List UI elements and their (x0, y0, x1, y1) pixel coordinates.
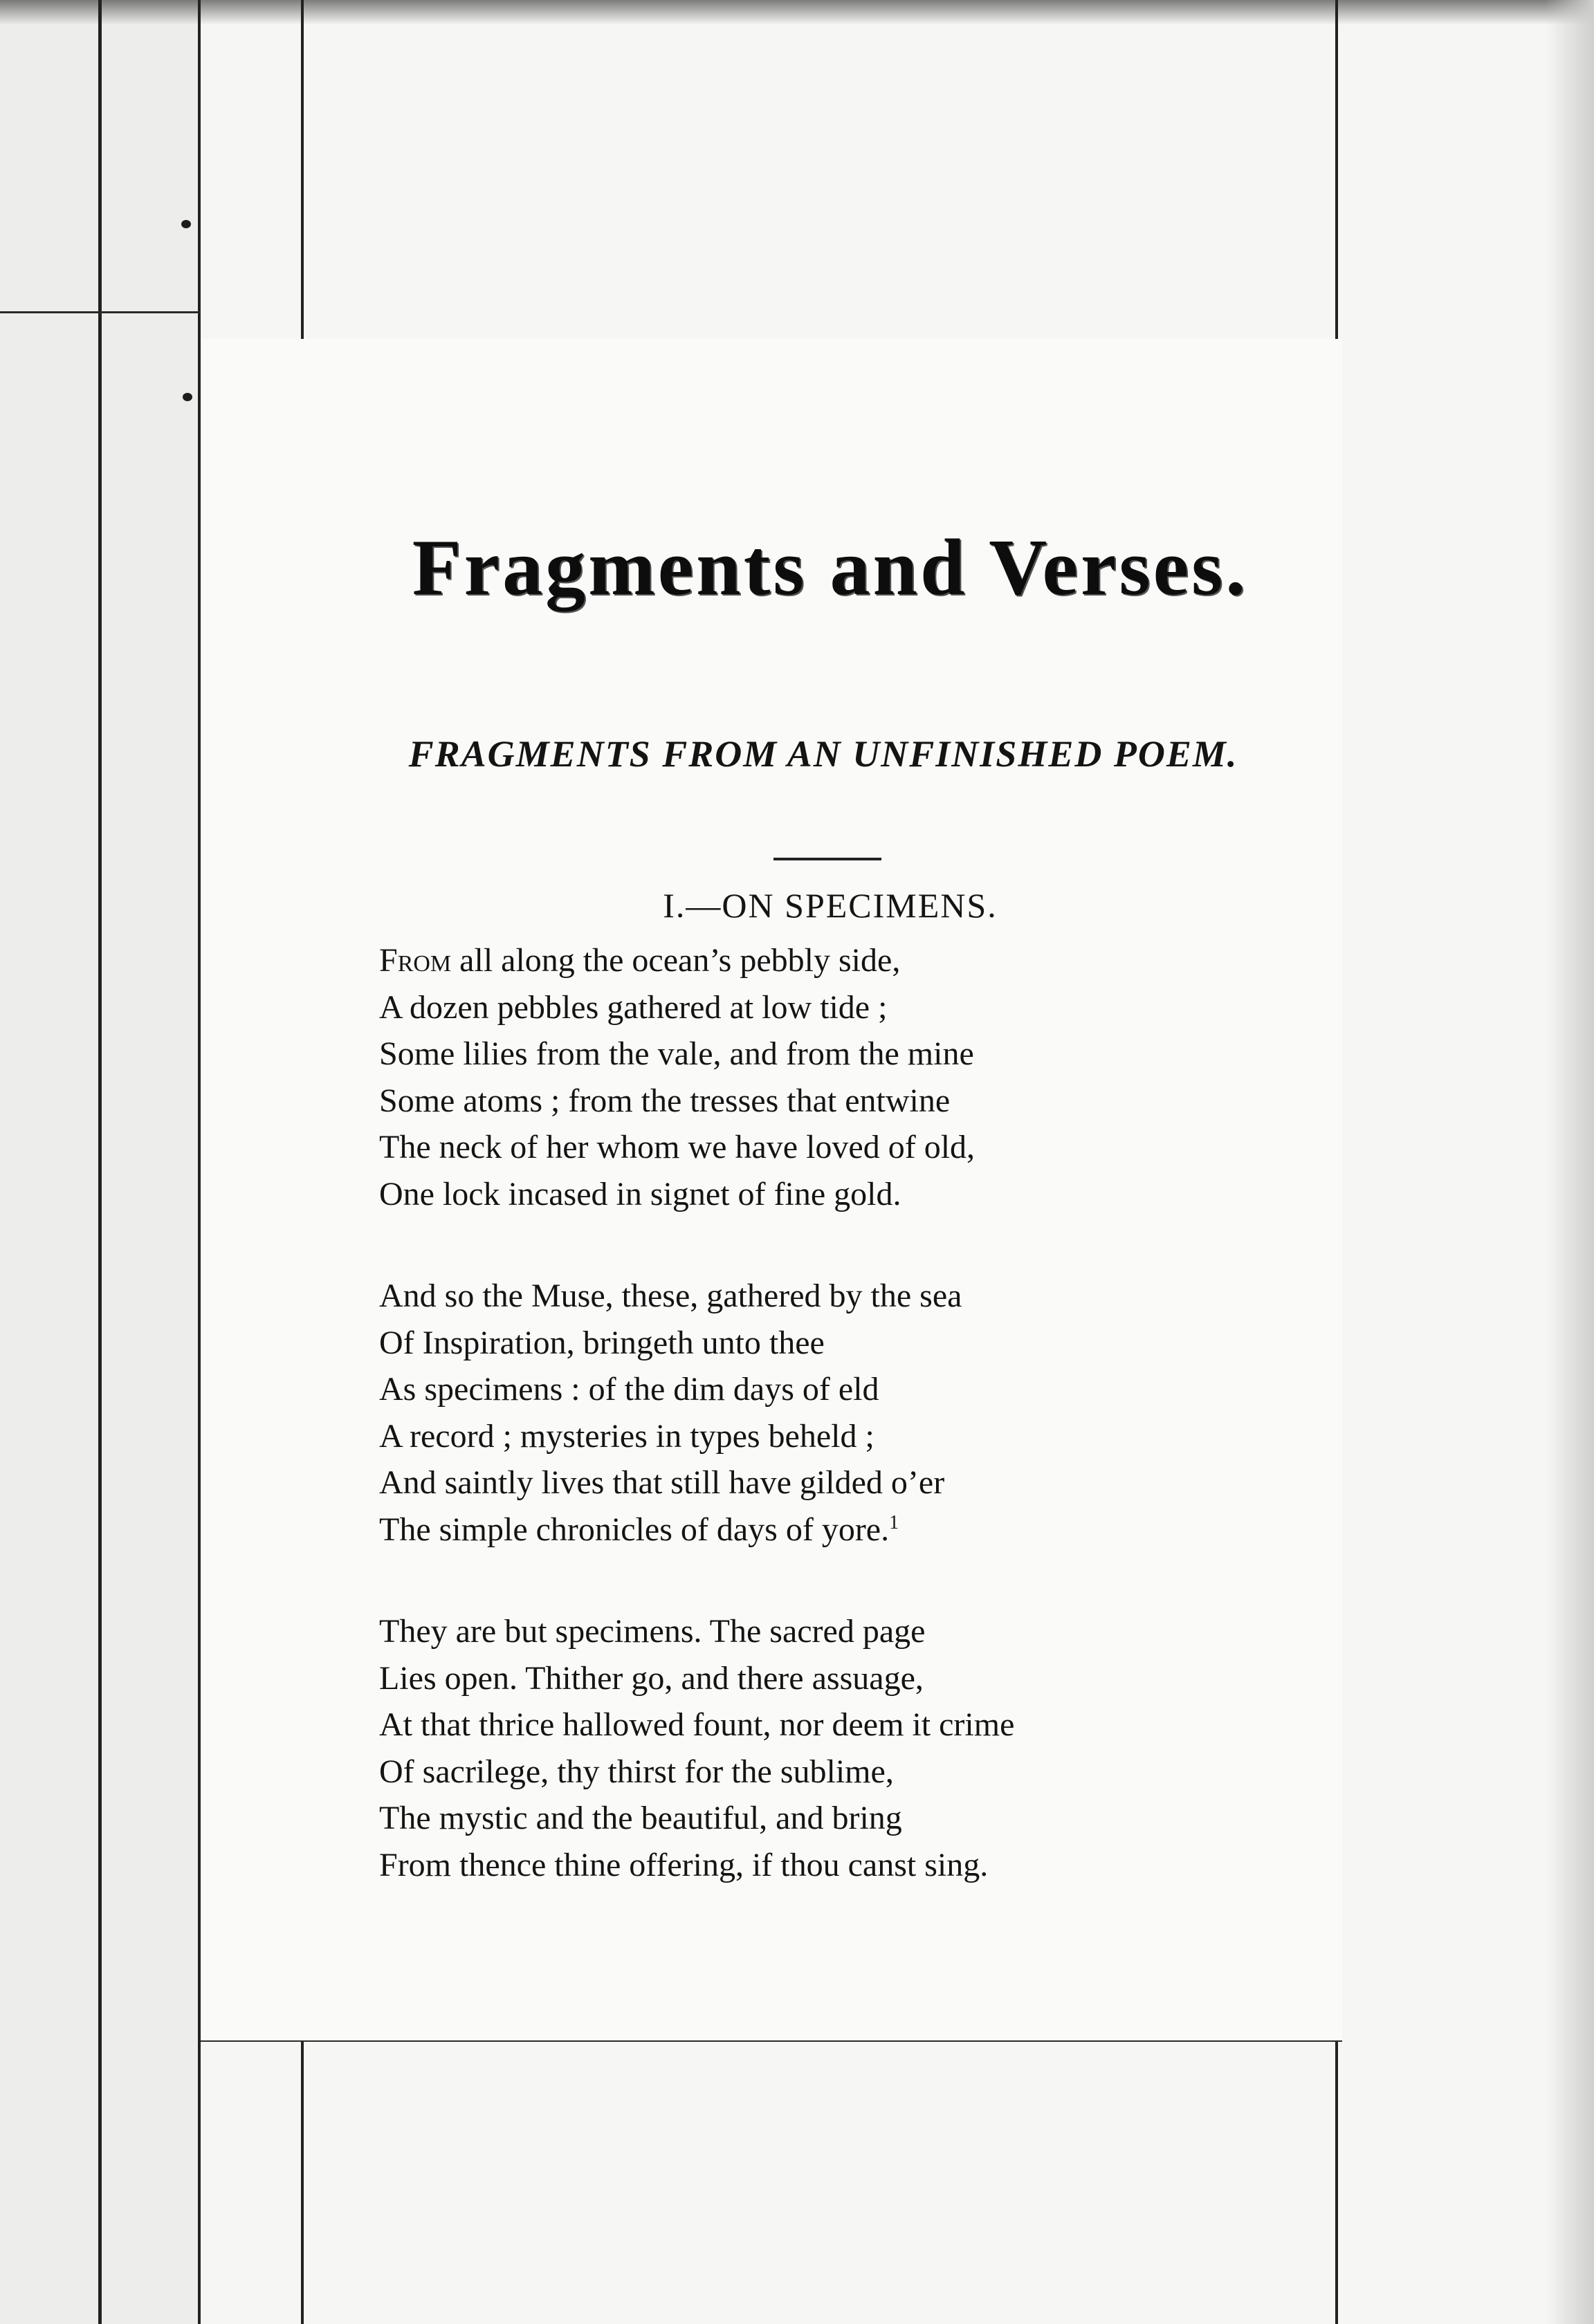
page-title: Fragments and Verses. (412, 524, 1249, 612)
stanza-2 (379, 1273, 1279, 1553)
verse-line: One lock incased in signet of fine gold. (379, 1175, 901, 1212)
title-divider (773, 858, 881, 860)
verse-line: Some lilies from the vale, and from the mine (379, 1035, 974, 1072)
verse-line: From thence thine offering, if thou canst sing. (379, 1846, 989, 1883)
verse-line: The neck of her whom we have loved of old, (379, 1129, 975, 1165)
verse-line: Some atoms ; from the tresses that entwine (379, 1082, 951, 1119)
verse-line: They are but specimens. The sacred page (379, 1613, 926, 1650)
verse-line: Of sacrilege, thy thirst for the sublime, (379, 1753, 894, 1790)
section-heading: I.—ON SPECIMENS. (663, 886, 998, 925)
verse-initial-word: From (379, 942, 452, 979)
verse-line: The simple chronicles of days of yore.$^1$ (379, 1511, 899, 1548)
poem-title: FRAGMENTS FROM AN UNFINISHED POEM. (408, 733, 1238, 775)
verse-line: And saintly lives that still have gilded o’er (379, 1464, 945, 1501)
verse-line: A dozen pebbles gathered at low tide ; (379, 988, 888, 1026)
stanza-3 (379, 1608, 1279, 1888)
scan-right-shadow (1546, 0, 1594, 2324)
frame-line-left-outer (98, 0, 102, 2324)
verse-line: The mystic and the beautiful, and bring (379, 1800, 902, 1836)
verse-line: From all along the ocean’s pebbly side, (379, 942, 901, 979)
verse-line: Lies open. Thither go, and there assuage, (379, 1659, 924, 1697)
verse-line: A record ; mysteries in types beheld ; (379, 1417, 874, 1455)
frame-line-left-top (0, 311, 201, 313)
verse-line: And so the Muse, these, gathered by the sea (379, 1278, 962, 1314)
verse-line: Of Inspiration, bringeth unto thee (379, 1324, 825, 1361)
verse-line: As specimens : of the dim days of eld (379, 1371, 879, 1408)
scan-top-shadow (0, 0, 1594, 25)
stanza-1 (379, 937, 1279, 1217)
verse-line: At that thrice hallowed fount, nor deem it crime (379, 1706, 1015, 1743)
binding-marks (178, 220, 206, 2295)
footnote-marker: 1 (889, 1511, 899, 1533)
